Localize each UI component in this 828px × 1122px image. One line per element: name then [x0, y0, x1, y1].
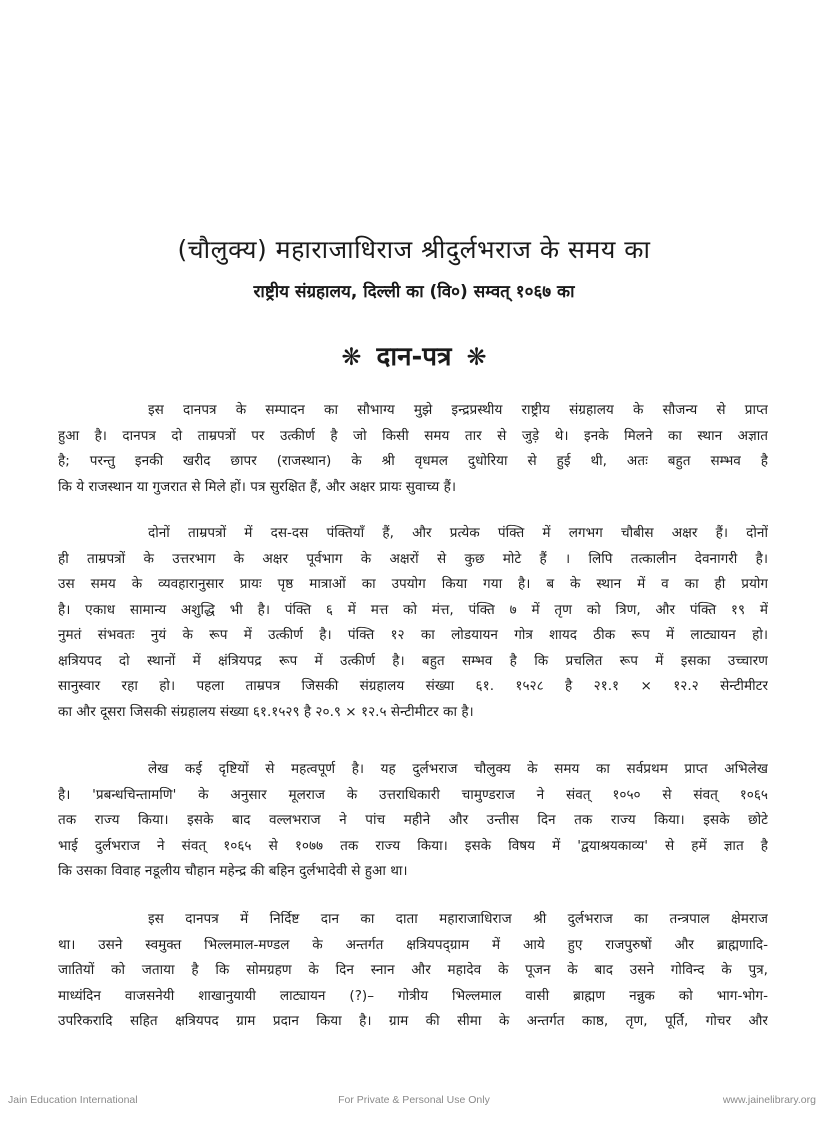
text-line: क्षत्रियपद दो स्थानों में क्षंत्रियपद्र रूप में उत्कीर्ण है। बहुत सम्भव है कि प्रचलित रूप में इसका उच्चारण: [58, 652, 768, 669]
paragraph-4: [58, 907, 768, 1035]
footer-website-link[interactable]: www.jainelibrary.org: [722, 1094, 816, 1106]
ornament-star-icon: ❋: [466, 343, 487, 371]
section-heading: [0, 337, 828, 373]
section-heading-text: दान-पत्र: [376, 342, 452, 372]
text-line: कि उसका विवाह नडूलीय चौहान महेन्द्र की बहिन दुर्लभादेवी से हुआ था।: [58, 863, 408, 879]
paragraph-1: [58, 398, 768, 500]
text-line: उपरिकरादि सहित क्षत्रियपद ग्राम प्रदान किया है। ग्राम की सीमा के अन्तर्गत काष्ठ, तृण, पूर्ति, गोचर और: [58, 1013, 768, 1029]
text-line: नुमतं संभवतः नुयं के रूप में उत्कीर्ण है। पंक्ति १२ का लोडयायन गोत्र शायद ठीक रूप में लाट्यायन हो।: [58, 627, 768, 643]
text-line: लेख कई दृष्टियों से महत्वपूर्ण है। यह दुर्लभराज चौलुक्य के समय का सर्वप्रथम प्राप्त अभिलेख: [148, 761, 768, 777]
text-line: दोनों ताम्रपत्रों में दस-दस पंक्तियाँ हैं, और प्रत्येक पंक्ति में लगभग चौबीस अक्षर हैं। दोनों: [148, 525, 768, 541]
paragraph-3: [58, 757, 768, 885]
footer-publisher: Jain Education International: [8, 1094, 138, 1106]
ornament-star-icon: ❋: [341, 343, 362, 371]
text-line: था। उसने स्वमुक्त भिल्लमाल-मण्डल के अन्तर्गत क्षत्रियपद्ग्राम में आये हुए राजपुरुषों और ब्राह्मणादि-: [58, 936, 768, 953]
text-line: है; परन्तु इनकी खरीद छापर (राजस्थान) के श्री वृधमल दुधोरिया से हुई थी, अतः बहुत सम्भव है: [58, 453, 768, 469]
text-line: उस समय के व्यवहारानुसार प्रायः पृष्ठ मात्राओं का उपयोग किया गया है। ब के स्थान में व का ही प्रयोग: [58, 576, 768, 592]
document-subtitle: राष्ट्रीय संग्रहालय, दिल्ली का (वि०) सम्वत् १०६७ का: [253, 282, 575, 302]
text-line: हुआ है। दानपत्र दो ताम्रपत्रों पर उत्कीर्ण है जो किसी समय तार से जुड़े थे। इनके मिलने का स्थान अज्ञात: [58, 427, 768, 444]
footer-usage-notice: For Private & Personal Use Only: [338, 1094, 490, 1106]
text-line: तक राज्य किया। इसके बाद वल्लभराज ने पांच महीने और उन्तीस दिन तक राज्य किया। इसके छोटे: [58, 812, 768, 828]
text-line: है। 'प्रबन्धचिन्तामणि' के अनुसार मूलराज के उत्तराधिकारी चामुण्डराज ने संवत् १०५० से संवत् १०६५: [58, 786, 768, 803]
page-footer: [0, 1094, 828, 1114]
paragraph-2: [58, 521, 768, 725]
text-line: इस दानपत्र में निर्दिष्ट दान का दाता महाराजाधिराज श्री दुर्लभराज का तन्त्रपाल क्षेमराज: [148, 911, 768, 927]
text-line: इस दानपत्र के सम्पादन का सौभाग्य मुझे इन्द्रप्रस्थीय राष्ट्रीय संग्रहालय के सौजन्य से प्राप्त: [148, 402, 768, 418]
text-line: सानुस्वार रहा हो। पहला ताम्रपत्र जिसकी संग्रहालय संख्या ६१. १५२८ है २१.१ × १२.२ सेन्टीमीटर: [58, 678, 768, 694]
document-title: (चौलुक्य) महाराजाधिराज श्रीदुर्लभराज के समय का: [177, 235, 651, 264]
text-line: जातियों को जताया है कि सोमग्रहण के दिन स्नान और महादेव के पूजन के बाद उसने गोविन्द के पुत्र,: [58, 962, 768, 978]
text-line: है। एकाध सामान्य अशुद्धि भी है। पंक्ति ६ में मत्त को मंत्त, पंक्ति ७ में तृण को त्रिण, और पंक्ति १९ में: [58, 601, 768, 618]
text-line: का और दूसरा जिसकी संग्रहालय संख्या ६१.१५२९ है २०.९ × १२.५ सेन्टीमीटर का है।: [58, 703, 474, 720]
text-line: माध्यंदिन वाजसनेयी शाखानुयायी लाट्यायन (?)– गोत्रीय भिल्लमाल वासी ब्राह्मण नन्नुक को भाग-भोग-: [58, 987, 768, 1004]
text-line: भाई दुर्लभराज ने संवत् १०६५ से १०७७ तक राज्य किया। इसके विषय में 'द्वयाश्रयकाव्य' से हमें ज्ञात है: [58, 837, 768, 854]
text-line: ही ताम्रपत्रों के उत्तरभाग के अक्षर पूर्वभाग के अक्षरों से कुछ मोटे हैं । लिपि तत्कालीन देवनागरी है।: [58, 550, 768, 567]
text-line: कि ये राजस्थान या गुजरात से मिले हों। पत्र सुरक्षित हैं, और अक्षर प्रायः सुवाच्य हैं।: [58, 478, 456, 495]
